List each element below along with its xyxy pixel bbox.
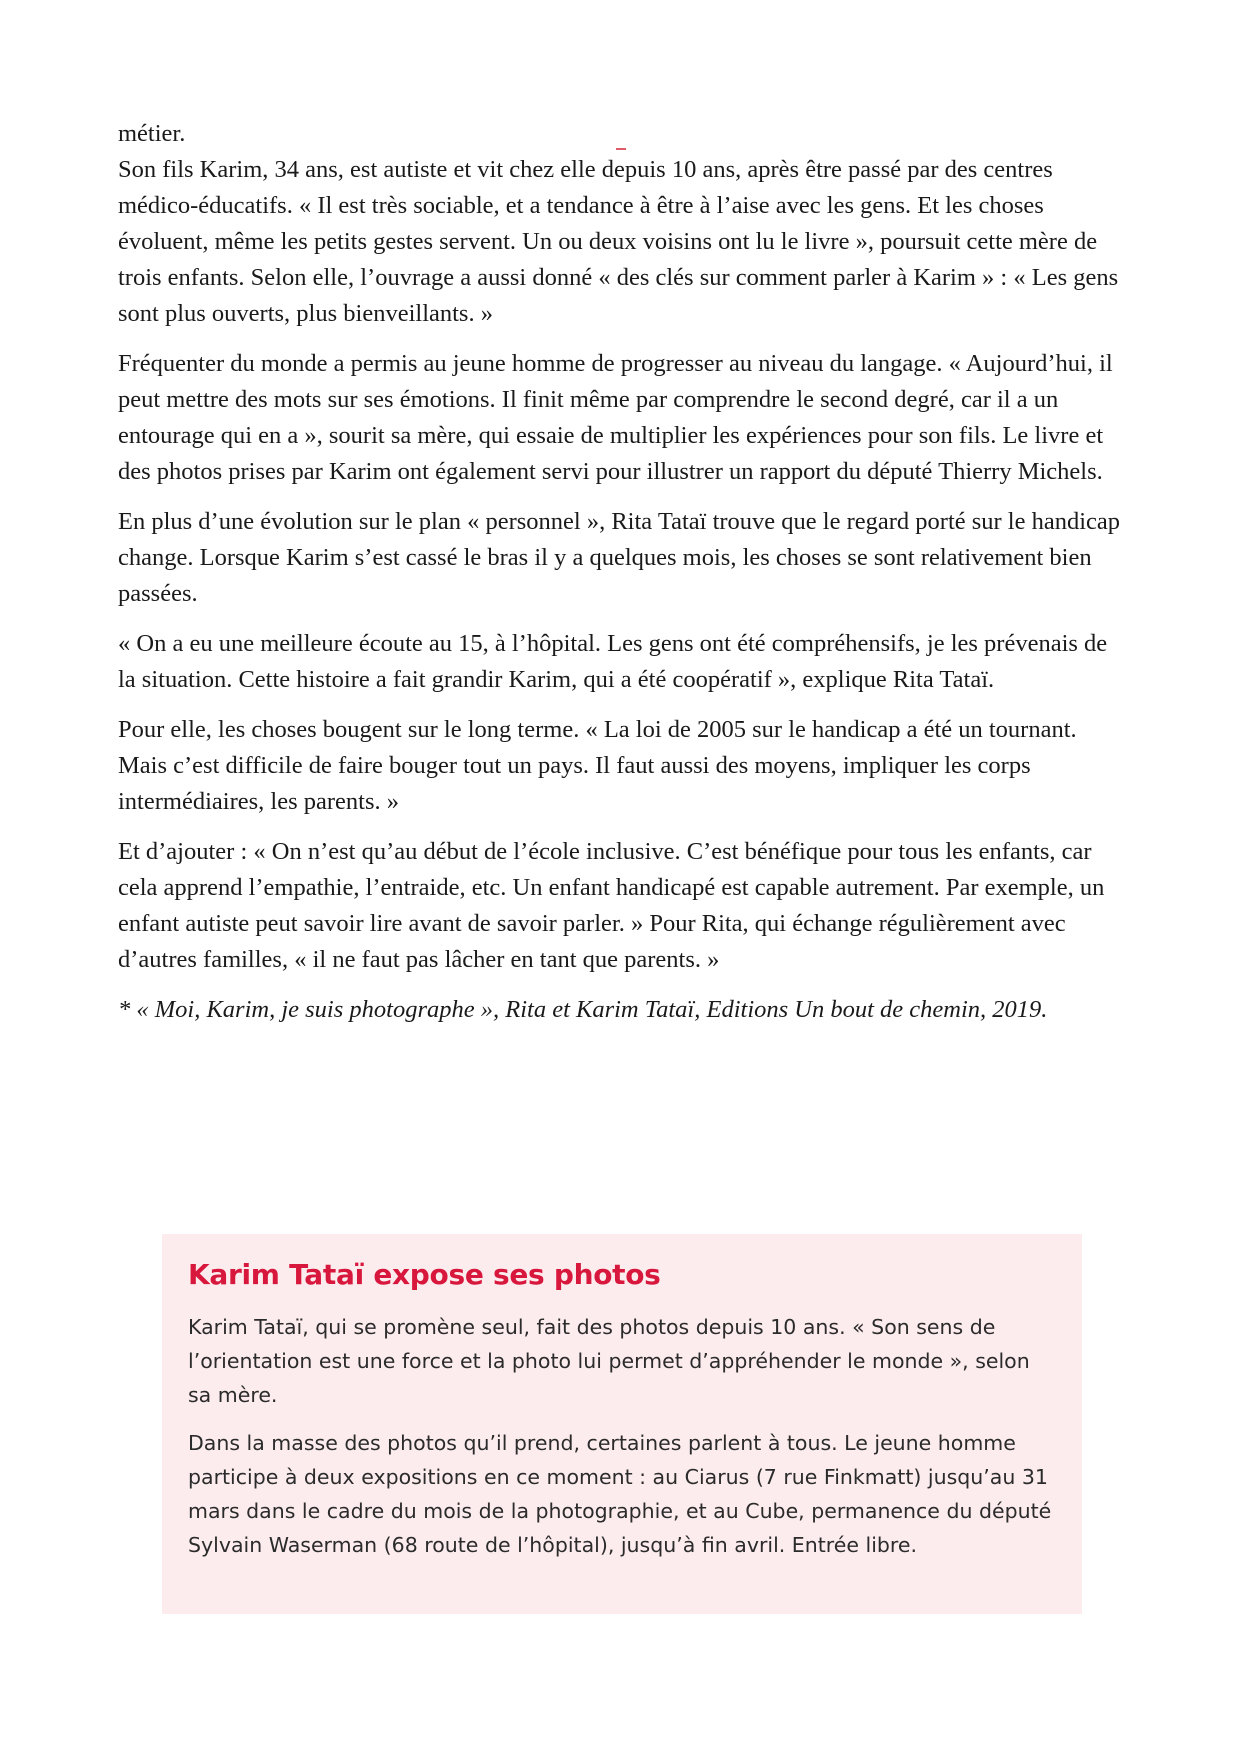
article-paragraph: Fréquenter du monde a permis au jeune homme de progresser au niveau du langage. « Aujourd’hui, il peut mettre des mots sur ses émotions. Il finit même par comprendre le second degré, car il a un entourage qui en a », sourit sa mère, qui essaie de multiplier les expériences pour son fils. Le livre et des photos prises par Karim ont également servi pour illustrer un rapport du député Thierry Michels. (118, 350, 1113, 485)
article-paragraph: « On a eu une meilleure écoute au 15, à l’hôpital. Les gens ont été compréhensifs, je les prévenais de la situation. Cette histoire a fait grandir Karim, qui a été coopératif », explique Rita Tataï. (118, 630, 1108, 693)
sidebar-paragraph: Karim Tataï, qui se promène seul, fait des photos depuis 10 ans. « Son sens de l’orientation est une force et la photo lui permet d’appréhender le monde », selon sa mère. (188, 1315, 1030, 1407)
article-paragraph: Et d’ajouter : « On n’est qu’au début de l’école inclusive. C’est bénéfique pour tous les enfants, car cela apprend l’empathie, l’entraide, etc. Un enfant handicapé est capable autrement. Par exemple, un enfant autiste peut savoir lire avant de savoir parler. » Pour Rita, qui échange régulièrement avec d’autres familles, « il ne faut pas lâcher en tant que parents. » (118, 838, 1105, 973)
article-paragraph: En plus d’une évolution sur le plan « personnel », Rita Tataï trouve que le regard porté sur le handicap change. Lorsque Karim s’est cassé le bras il y a quelques mois, les choses se sont relativement bien passées. (118, 508, 1121, 607)
article-paragraph: Pour elle, les choses bougent sur le long terme. « La loi de 2005 sur le handicap a été un tournant. Mais c’est difficile de faire bouger tout un pays. Il faut aussi des moyens, impliquer les corps intermédiaires, les parents. » (118, 716, 1077, 815)
article-paragraph: métier. (118, 120, 186, 147)
exhibition-sidebar (162, 1234, 1082, 1614)
sidebar-paragraph: Dans la masse des photos qu’il prend, certaines parlent à tous. Le jeune homme participe à deux expositions en ce moment : au Ciarus (7 rue Finkmatt) jusqu’au 31 mars dans le cadre du mois de la photographie, et au Cube, permanence du député Sylvain Waserman (68 route de l’hôpital), jusqu’à fin avril. Entrée libre. (188, 1431, 1052, 1557)
article-paragraph: Son fils Karim, 34 ans, est autiste et vit chez elle depuis 10 ans, après être passé par des centres médico-éducatifs. « Il est très sociable, et a tendance à être à l’aise avec les gens. Et les choses évoluent, même les petits gestes servent. Un ou deux voisins ont lu le livre », poursuit cette mère de trois enfants. Selon elle, l’ouvrage a aussi donné « des clés sur comment parler à Karim » : « Les gens sont plus ouverts, plus bienveillants. » (118, 156, 1119, 327)
article-body (118, 116, 1128, 1042)
book-footnote: * « Moi, Karim, je suis photographe », Rita et Karim Tataï, Editions Un bout de chemin, 2019. (118, 996, 1048, 1023)
sidebar-title: Karim Tataï expose ses photos (188, 1258, 661, 1291)
